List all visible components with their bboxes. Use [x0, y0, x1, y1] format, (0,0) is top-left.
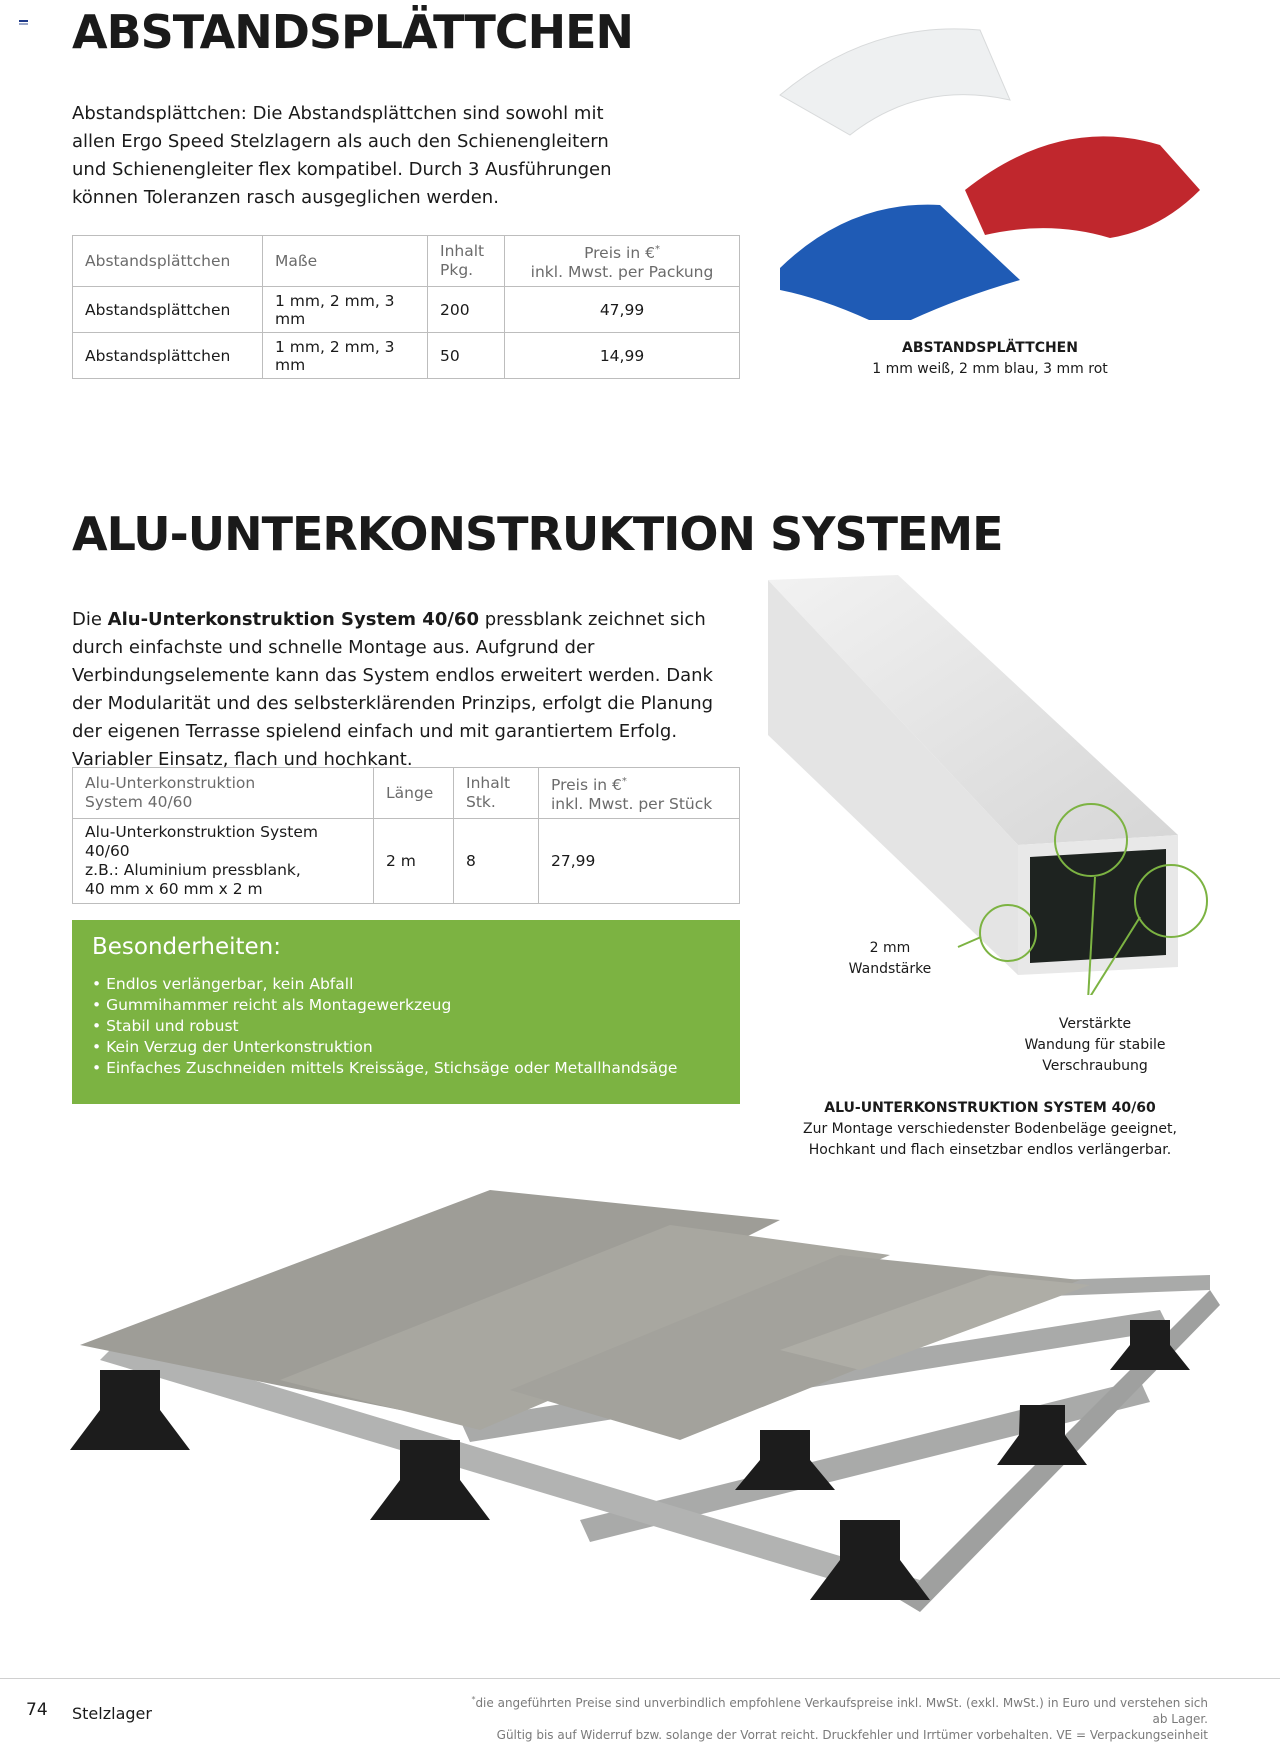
cell: 200 [428, 287, 505, 333]
header-cell: Abstandsplättchen [73, 236, 263, 287]
desc-post: pressblank zeichnet sich durch einfachste und schnelle Montage aus. Aufgrund der Verbindungselemente kann das System endlos erweitert werden. Dank der Modularität und des selbsterklärenden Prinzips, erfolgt die Planung der eigenen Terrasse spielend einfach und mit garantiertem Erfolg. Variabler Einsatz, flach und hochkant. [72, 609, 714, 770]
header-cell-price: Preis in €* inkl. Mwst. per Stück [539, 768, 740, 819]
header-cell: Inhalt Pkg. [428, 236, 505, 287]
cell: 1 mm, 2 mm, 3 mm [263, 333, 428, 379]
cell: 14,99 [505, 333, 740, 379]
spacer-pieces-image [770, 20, 1210, 320]
header-line: Inhalt [466, 774, 511, 793]
header-line: Alu-Unterkonstruktion [85, 774, 256, 793]
footer-note-line2: Gültig bis auf Widerruf bzw. solange der Vorrat reicht. Druckfehler und Irrtümer vorbehalten. VE = Verpackungseinheit [496, 1728, 1208, 1742]
table-header-row [73, 236, 740, 287]
caption-line: Hochkant und flach einsetzbar endlos verlängerbar. [808, 1142, 1172, 1158]
desc-pre: Die [72, 609, 108, 630]
cell: 8 [454, 819, 539, 904]
features-box [72, 920, 740, 1104]
cell: 2 m [374, 819, 454, 904]
footer-note-line1: die angeführten Preise sind unverbindlich empfohlene Verkaufspreise inkl. MwSt. (exkl. MwSt.) in Euro und verstehen sich ab Lager. [475, 1696, 1208, 1726]
features-list [92, 974, 677, 1079]
header-cell: Maße [263, 236, 428, 287]
footer-divider [0, 1678, 1280, 1679]
caption-title: ABSTANDSPLÄTTCHEN [902, 340, 1078, 356]
header-line: System 40/60 [85, 793, 193, 812]
table-row [73, 333, 740, 379]
table-header-row [73, 768, 740, 819]
product-line: 40 mm x 60 mm x 2 m [85, 880, 263, 899]
alu-description [72, 606, 732, 774]
table-row [73, 819, 740, 904]
product-line: Alu-Unterkonstruktion System 40/60 [85, 823, 318, 861]
footer-section-name: Stelzlager [72, 1704, 152, 1723]
cell: 47,99 [505, 287, 740, 333]
alu-caption [790, 1098, 1190, 1161]
caption-text: 1 mm weiß, 2 mm blau, 3 mm rot [872, 361, 1108, 377]
label-line: 2 mm [869, 940, 911, 956]
label-line: Wandung für stabile [1024, 1037, 1166, 1053]
label-reinforced-wall [1010, 1014, 1180, 1077]
alu-price-table [72, 767, 740, 904]
list-item: • Gummihammer reicht als Montagewerkzeug [92, 995, 677, 1016]
header-cell: Länge [374, 768, 454, 819]
header-cell-product [73, 768, 374, 819]
header-line: inkl. Mwst. per Stück [551, 795, 713, 814]
caption-line: Zur Montage verschiedenster Bodenbeläge geeignet, [803, 1121, 1177, 1137]
label-line: Verstärkte [1058, 1016, 1132, 1032]
cell: Abstandsplättchen [73, 287, 263, 333]
header-line: Stk. [466, 793, 496, 812]
callout-line [958, 937, 981, 947]
list-item: • Einfaches Zuschneiden mittels Kreissäge, Stichsäge oder Metallhandsäge [92, 1058, 677, 1079]
page-number: 74 [26, 1700, 48, 1720]
label-line: Verschraubung [1042, 1058, 1148, 1074]
alu-profile-image [768, 575, 1218, 995]
profile-end-opening [1030, 849, 1166, 963]
cell-product [73, 819, 374, 904]
price-header-line2: inkl. Mwst. per Packung [530, 263, 714, 282]
terrace-construction-image [60, 1180, 1220, 1660]
cell: 27,99 [539, 819, 740, 904]
header-cell-content [454, 768, 539, 819]
spacers-caption [870, 338, 1110, 380]
white-spacer-shape [780, 29, 1010, 135]
header-line: Preis in € [551, 776, 622, 795]
caption-title: ALU-UNTERKONSTRUKTION SYSTEM 40/60 [824, 1100, 1156, 1116]
label-line: Wandstärke [848, 961, 932, 977]
header-cell-price: Preis in €* inkl. Mwst. per Packung [505, 236, 740, 287]
table-row [73, 287, 740, 333]
cell: 50 [428, 333, 505, 379]
list-item: • Stabil und robust [92, 1016, 677, 1037]
desc-bold: Alu-Unterkonstruktion System 40/60 [107, 609, 479, 630]
section-title-spacers: ABSTANDSPLÄTTCHEN [72, 5, 634, 59]
price-header-line1: Preis in € [584, 244, 655, 263]
list-item: • Kein Verzug der Unterkonstruktion [92, 1037, 677, 1058]
product-line: z.B.: Aluminium pressblank, [85, 861, 301, 880]
pedestal [70, 1370, 190, 1450]
spacers-price-table [72, 235, 740, 379]
footer-note: *die angeführten Preise sind unverbindlich empfohlene Verkaufspreise inkl. MwSt. (exkl. MwSt.) in Euro und verstehen sich ab Lager. Gültig bis auf Widerruf bzw. solange der Vorrat reicht. Druckfehler und Irrtümer vorbehalten. VE = Verpackungseinheit [471, 1695, 1208, 1742]
features-title: Besonderheiten: [92, 934, 281, 960]
red-spacer-shape [965, 136, 1200, 238]
logo-flag-icon [19, 20, 28, 27]
spacers-description: Abstandsplättchen: Die Abstandsplättchen sind sowohl mit allen Ergo Speed Stelzlagern als auch den Schienengleitern und Schienengleiter flex kompatibel. Durch 3 Ausführungen können Toleranzen rasch ausgeglichen werden. [72, 103, 612, 208]
section-title-alu: ALU-UNTERKONSTRUKTION SYSTEME [72, 507, 1003, 561]
label-wall-thickness [830, 938, 950, 980]
cell: Abstandsplättchen [73, 333, 263, 379]
cell: 1 mm, 2 mm, 3 mm [263, 287, 428, 333]
list-item: • Endlos verlängerbar, kein Abfall [92, 974, 677, 995]
